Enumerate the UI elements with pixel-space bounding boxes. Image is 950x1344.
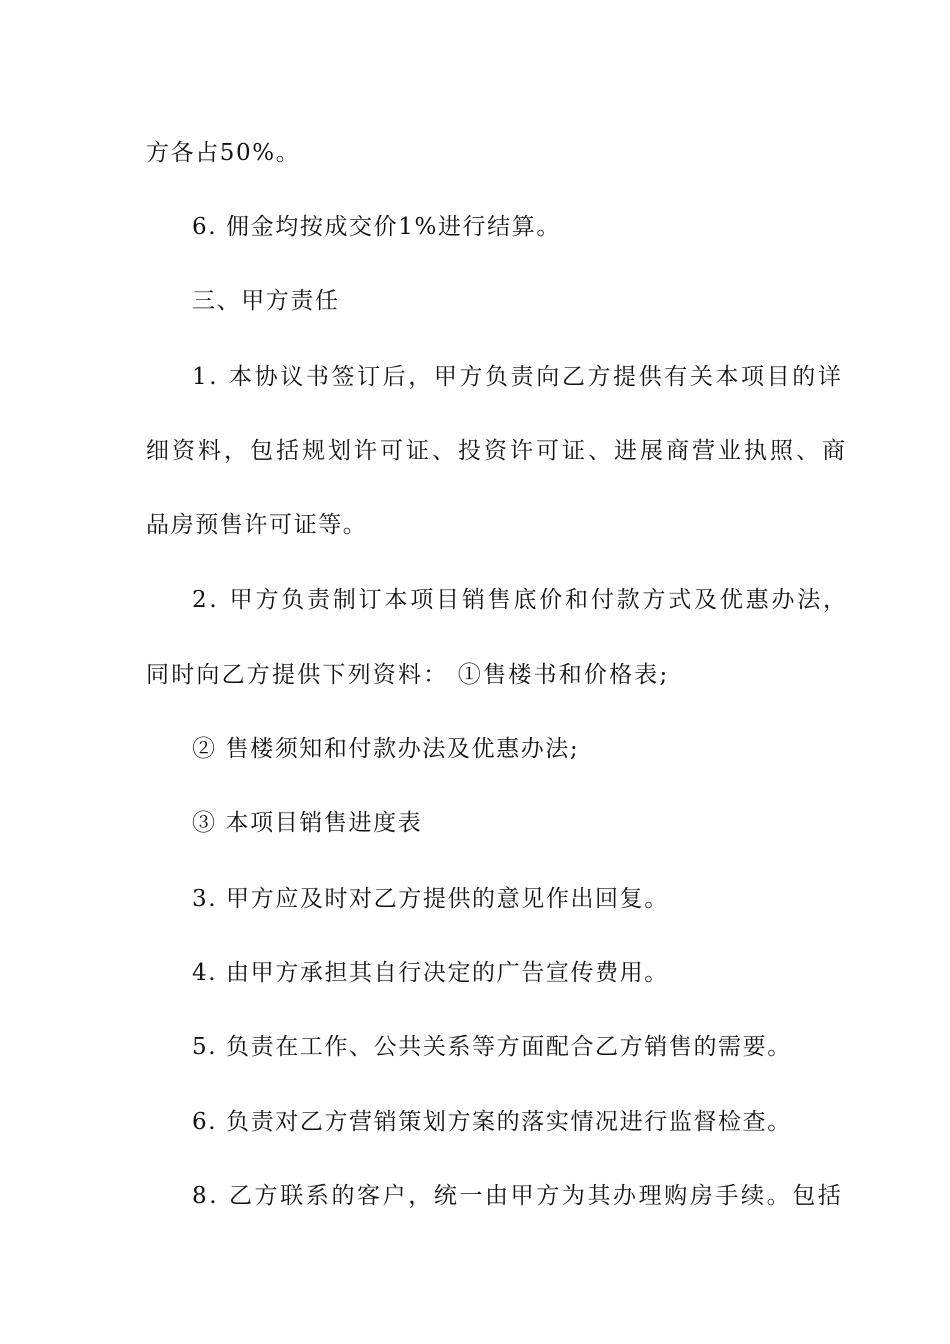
clause-1-line-2: 细资料，包括规划许可证、投资许可证、进展商营业执照、商 [146, 438, 848, 464]
clause-8-line-1: 8. 乙方联系的客户，统一由甲方为其办理购房手续。包括 [192, 1183, 844, 1209]
clause-3: 3. 甲方应及时对乙方提供的意见作出回复。 [192, 886, 669, 912]
clause-6: 6. 负责对乙方营销策划方案的落实情况进行监督检查。 [192, 1109, 792, 1135]
clause-commission-settlement: 6. 佣金均按成交价1%进行结算。 [192, 214, 561, 240]
clause-2-item-3: ③ 本项目销售进度表 [192, 810, 423, 836]
clause-5: 5. 负责在工作、公共关系等方面配合乙方销售的需要。 [192, 1034, 792, 1060]
clause-2-item-2: ② 售楼须知和付款办法及优惠办法; [192, 736, 580, 762]
section-heading-party-a-duties: 三、甲方责任 [192, 288, 340, 314]
clause-1-line-1: 1. 本协议书签订后，甲方负责向乙方提供有关本项目的详 [192, 364, 844, 390]
clause-1-line-3: 品房预售许可证等。 [146, 512, 368, 538]
clause-2-line-2: 同时向乙方提供下列资料： ①售楼书和价格表; [146, 662, 670, 688]
text-line-continuation: 方各占50%。 [146, 140, 301, 166]
clause-2-line-1: 2. 甲方负责制订本项目销售底价和付款方式及优惠办法， [192, 587, 849, 613]
clause-4: 4. 由甲方承担其自行决定的广告宣传费用。 [192, 960, 669, 986]
